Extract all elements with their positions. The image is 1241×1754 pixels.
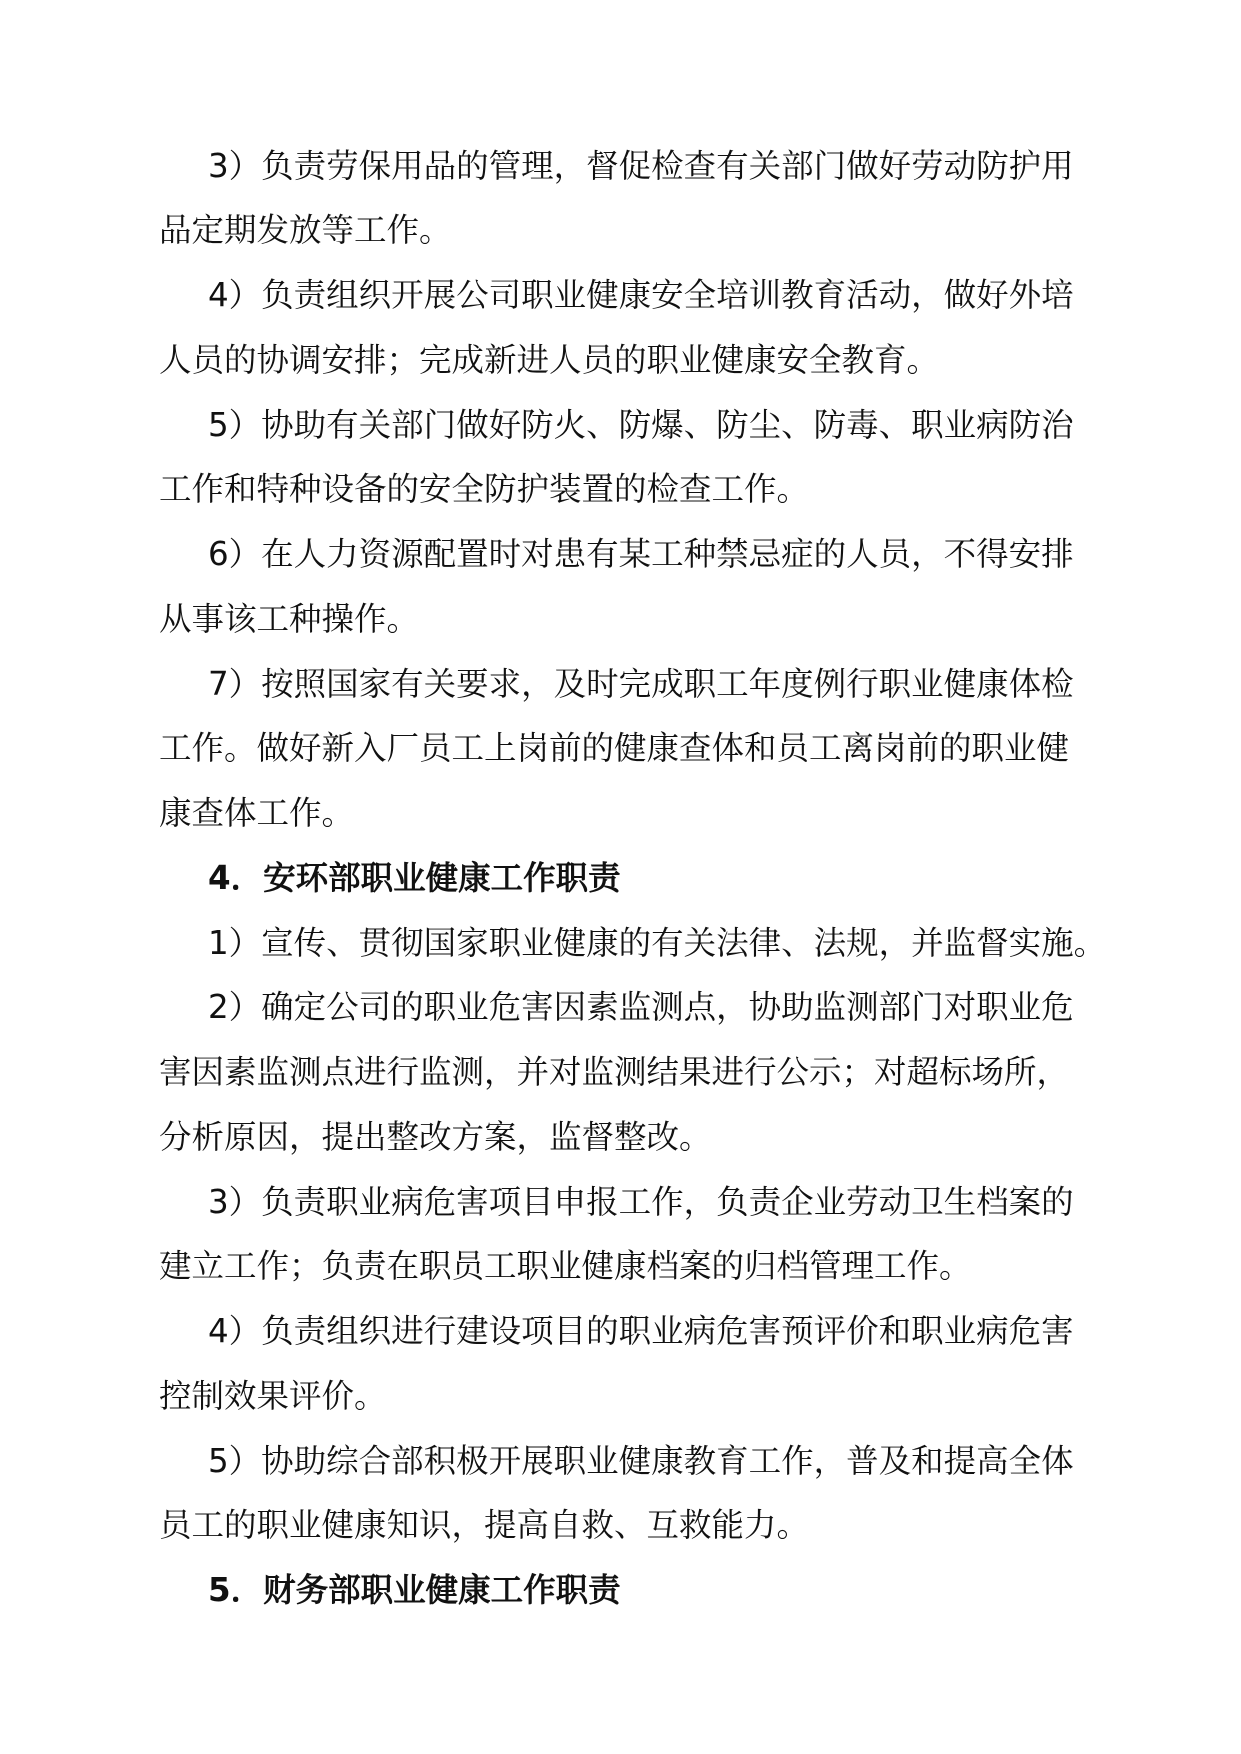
paragraph-line: 从事该工种操作。 [159,600,420,638]
paragraph-line: 工作。做好新入厂员工上岗前的健康查体和员工离岗前的职业健 [159,729,1070,767]
paragraph-line: 1）宣传、贯彻国家职业健康的有关法律、法规，并监督实施。 [208,924,1107,962]
paragraph-line: 2）确定公司的职业危害因素监测点，协助监测部门对职业危 [208,988,1074,1026]
paragraph-line: 7）按照国家有关要求，及时完成职工年度例行职业健康体检 [208,665,1074,703]
section-heading: 5．财务部职业健康工作职责 [208,1571,621,1609]
paragraph-line: 建立工作；负责在职员工职业健康档案的归档管理工作。 [159,1247,972,1285]
paragraph-line: 5）协助综合部积极开展职业健康教育工作，普及和提高全体 [208,1442,1074,1480]
paragraph-line: 分析原因，提出整改方案，监督整改。 [159,1118,712,1156]
paragraph-line: 人员的协调安排；完成新进人员的职业健康安全教育。 [159,341,940,379]
paragraph-line: 3）负责职业病危害项目申报工作，负责企业劳动卫生档案的 [208,1183,1074,1221]
paragraph-line: 控制效果评价。 [159,1377,387,1415]
paragraph-line: 5）协助有关部门做好防火、防爆、防尘、防毒、职业病防治 [208,406,1074,444]
paragraph-line: 员工的职业健康知识，提高自救、互救能力。 [159,1506,810,1544]
paragraph-line: 3）负责劳保用品的管理，督促检查有关部门做好劳动防护用 [208,147,1074,185]
paragraph-line: 康查体工作。 [159,794,355,832]
paragraph-line: 害因素监测点进行监测，并对监测结果进行公示；对超标场所， [159,1053,1070,1091]
paragraph-line: 品定期发放等工作。 [159,211,452,249]
section-heading: 4．安环部职业健康工作职责 [208,859,621,897]
paragraph-line: 4）负责组织开展公司职业健康安全培训教育活动，做好外培 [208,276,1074,314]
paragraph-line: 4）负责组织进行建设项目的职业病危害预评价和职业病危害 [208,1312,1074,1350]
paragraph-line: 6）在人力资源配置时对患有某工种禁忌症的人员，不得安排 [208,535,1074,573]
paragraph-line: 工作和特种设备的安全防护装置的检查工作。 [159,470,810,508]
